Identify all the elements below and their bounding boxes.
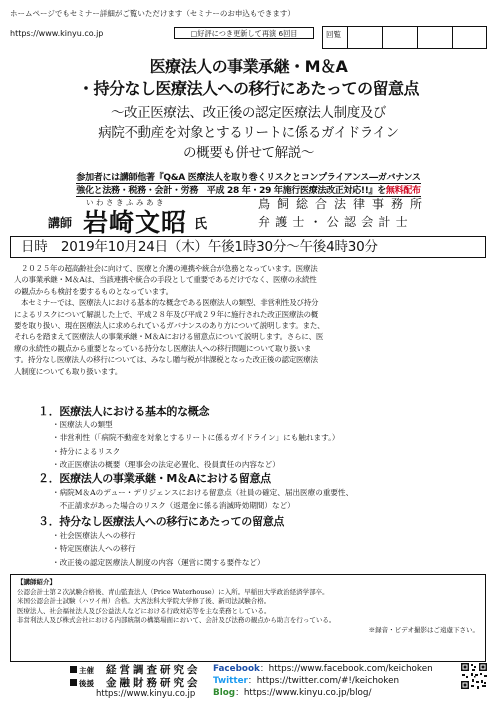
subtitle-line1: ～改正医療法、改正後の認定医療法人制度及び (110, 105, 387, 121)
qr-code-icon[interactable] (460, 662, 488, 690)
square-bullet-icon (70, 666, 77, 673)
event-datetime: 日時 2019年10月24日（木）午後1時30分～午後4時30分 (10, 236, 486, 258)
blog-link[interactable]: Blog：https://www.kinyu.co.jp/blog/ (213, 688, 372, 698)
intro-line: 要を取り扱い、現在医療法人に求められているガバナンスのあり方について説明します。また、 (14, 321, 325, 331)
gift-notice-line2: 強化と法務・税務・会計・労務 平成 28 年・29 年施行医療法改正対応!!』を無料配布 (76, 186, 421, 196)
organizer-sponsor: 後援 金融財務研究会 (70, 675, 201, 690)
square-bullet-icon (70, 679, 77, 686)
section-title-3: ３．持分なし医療法人への移行にあたっての留意点 (38, 515, 285, 528)
speaker-affiliation-title: 弁護士・公認会計士 (258, 215, 413, 229)
intro-line: ２０２５年の超高齢社会に向けて、医療と介護の連携や統合が急務となっています。医療法 (21, 264, 318, 273)
speaker-ruby: いわさきふみあき (86, 198, 166, 207)
section-items-1 (52, 418, 340, 471)
intro-line: 人制度についても取り扱います。 (14, 366, 122, 376)
list-item: ・改正後の認定医療法人制度の内容（運営に関する要件など） (52, 557, 265, 567)
speaker-honorific: 氏 (194, 217, 208, 232)
profile-line: 米国公認会計士試験（ハワイ州）合格。大宮法科大学院大学修了後、新司法試験合格。 (17, 597, 271, 605)
circulation-box (322, 26, 487, 49)
speaker-profile-box (10, 574, 486, 662)
list-item: ・改正医療法の概要（理事会の法定必置化、役員責任の内容など） (52, 459, 280, 469)
facebook-link[interactable]: Facebook：https://www.facebook.com/keichoken (213, 664, 433, 674)
list-item: ・持分によるリスク (52, 446, 121, 456)
section-items-3 (52, 529, 265, 569)
facebook-icon: Facebook (213, 664, 260, 674)
intro-line: 人の事業承継・M＆Aは、当該連携や統合の手段として重要であるだけでなく、医療の永続性 (14, 275, 317, 285)
profile-line: 公認会計士第２次試験合格後、青山監査法人（Price Waterhouse）に入所。早稲田大学政治経済学部卒。 (17, 587, 329, 596)
list-item: ・特定医療法人への移行 (52, 544, 136, 554)
subtitle-line2: 病院不動産を対象とするリートに係るガイドライン (98, 125, 399, 141)
page-title-line2: ・持分なし医療法人への移行にあたっての留意点 (77, 79, 419, 98)
speaker-profile-heading: 【講師紹介】 (17, 578, 56, 586)
speaker-affiliation-firm: 鳥飼総合法律事務所 (258, 197, 430, 211)
profile-line: 非営利法人及び株式会社における内部統制の構築場面において、会計及び法務の観点から助言を行っている。 (17, 616, 336, 624)
section-title-2: ２．医療法人の事業承継・M＆Aにおける留意点 (38, 472, 271, 485)
intro-line: 本セミナーでは、医療法人における基本的な概念である医療法人の類型、非営利性及び持分 (21, 298, 319, 308)
twitter-link[interactable]: Twitter：https://twitter.com/#!/keichoken (213, 676, 400, 686)
header-website-link[interactable]: https://www.kinyu.co.jp (10, 29, 104, 38)
intro-line: の観点からも検討を要するものとなっています。 (14, 286, 173, 296)
circulation-label: 回覧 (326, 30, 341, 39)
update-notice-badge: □好評につき更新して再演 6回目 (174, 27, 314, 39)
intro-line: それらを踏まえて医療法人の事業承継・M＆Aにおける留意点について説明します。さらに、医 (14, 332, 324, 342)
subtitle-line3: の概要も併せて解説～ (183, 145, 314, 161)
organizer-host: 主催 経営調査研究会 (70, 662, 201, 677)
intro-line: 療の永続性の観点から重要となっている持分なし医療法人への移行問題について取り扱いま (14, 343, 312, 353)
twitter-icon: Twitter (213, 676, 248, 686)
speaker-name: 岩崎文昭 (83, 208, 188, 237)
list-item: ・非営利性（「病院不動産を対象とするリートに係るガイドライン」にも触れます。） (52, 433, 340, 443)
list-item: ・社会医療法人への移行 (52, 531, 136, 540)
list-item: ・病院M＆Aのデュー・デリジェンスにおける留意点（社員の確定、届出医療の重要性、 (52, 488, 354, 497)
intro-line: す。持分なし医療法人の移行については、みなし贈与税が非課税となった改正後の認定医療法 (14, 355, 318, 365)
section-items-2 (52, 486, 353, 513)
page-title-line1: 医療法人の事業承継・M＆A (149, 57, 348, 76)
gift-notice-line1: 参加者には講師他著『Q&A 医療法人を取り巻くリスクとコンプライアンス―ガバナンス (76, 173, 421, 183)
profile-line: 医療法人、社会福祉法人及び公益法人などにおける行政対応等を主な業務としている。 (17, 606, 271, 615)
intro-line: によるリスクについて解説した上で、平成２８年及び平成２９年に施行された改正医療法の概 (14, 309, 319, 319)
blog-icon: Blog (213, 688, 236, 698)
free-distribution-label: 無料配布 (385, 186, 421, 196)
intro-text (14, 263, 486, 377)
list-item: ・医療法人の類型 (52, 420, 113, 429)
website-notice: ホームページでもセミナー詳細がご覧いただけます（セミナーのお申込もできます） (10, 9, 295, 18)
list-item: 不正請求があった場合のリスク（返還金に係る消滅時効期間）など） (52, 501, 295, 511)
recording-notice: ※録音・ビデオ撮影はご遠慮下さい。 (368, 625, 479, 634)
footer-website-link[interactable]: https://www.kinyu.co.jp (96, 689, 196, 699)
speaker-label: 講師 (48, 216, 73, 230)
section-title-1: １．医療法人における基本的な概念 (38, 405, 210, 418)
